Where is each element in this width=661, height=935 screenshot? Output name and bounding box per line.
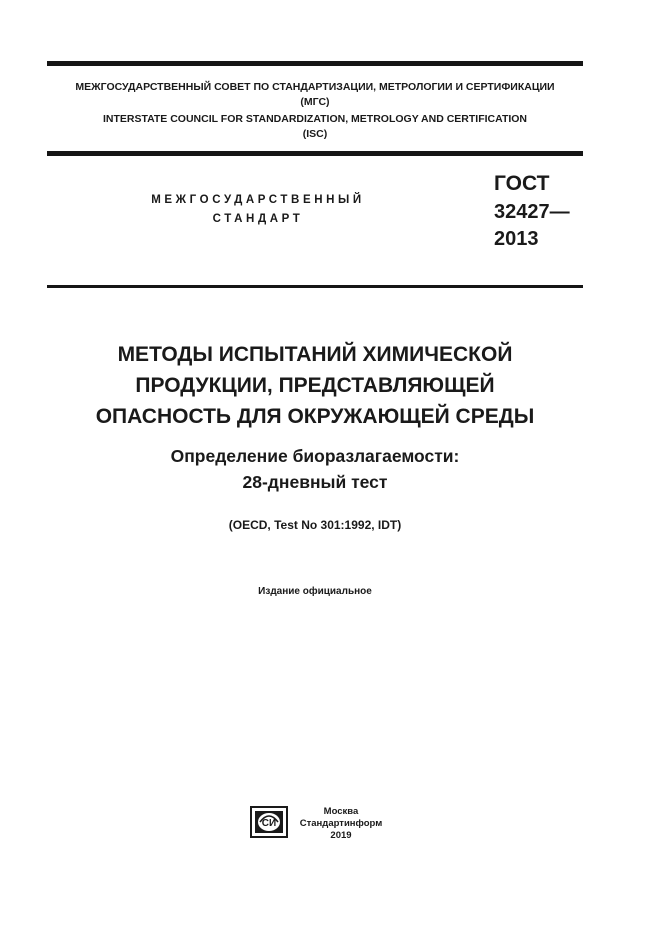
document-title-line-1: МЕТОДЫ ИСПЫТАНИЙ ХИМИЧЕСКОЙ — [117, 343, 513, 366]
council-ru-abbr: (МГС) — [300, 96, 330, 108]
gost-label: ГОСТ — [494, 172, 550, 195]
svg-text:СИ: СИ — [261, 818, 277, 829]
council-en-abbr: (ISC) — [302, 128, 328, 140]
document-subtitle-line-2: 28-дневный тест — [242, 472, 388, 492]
gost-year: 2013 — [494, 228, 539, 250]
publisher-city: Москва — [323, 806, 359, 817]
top-divider — [47, 61, 583, 66]
header-divider — [47, 151, 583, 156]
council-name-ru — [47, 80, 583, 110]
gost-number: 32427— — [494, 201, 570, 223]
edition-note: Издание официальное — [258, 586, 372, 597]
document-title-line-3: ОПАСНОСТЬ ДЛЯ ОКРУЖАЮЩЕЙ СРЕДЫ — [95, 405, 535, 428]
standartinform-logo-icon — [250, 806, 288, 838]
council-name-en — [47, 112, 583, 142]
document-subtitle-line-1: Определение биоразлагаемости: — [170, 446, 460, 466]
title-divider — [47, 285, 583, 288]
publisher-name: Стандартинформ — [299, 818, 383, 829]
document-title-line-2: ПРОДУКЦИИ, ПРЕДСТАВЛЯЮЩЕЙ — [135, 374, 495, 397]
council-en-line-1: INTERSTATE COUNCIL FOR STANDARDIZATION, METROLOGY AND CERTIFICATION — [102, 113, 528, 125]
standard-type-line-2: СТАНДАРТ — [212, 213, 304, 225]
oecd-reference: (OECD, Test No 301:1992, IDT) — [228, 518, 402, 532]
publication-year: 2019 — [330, 830, 352, 841]
standard-type-line-1: МЕЖГОСУДАРСТВЕННЫЙ — [151, 194, 365, 206]
council-ru-line-1: МЕЖГОСУДАРСТВЕННЫЙ СОВЕТ ПО СТАНДАРТИЗАЦИИ, МЕТРОЛОГИИ И СЕРТИФИКАЦИИ — [75, 81, 555, 93]
